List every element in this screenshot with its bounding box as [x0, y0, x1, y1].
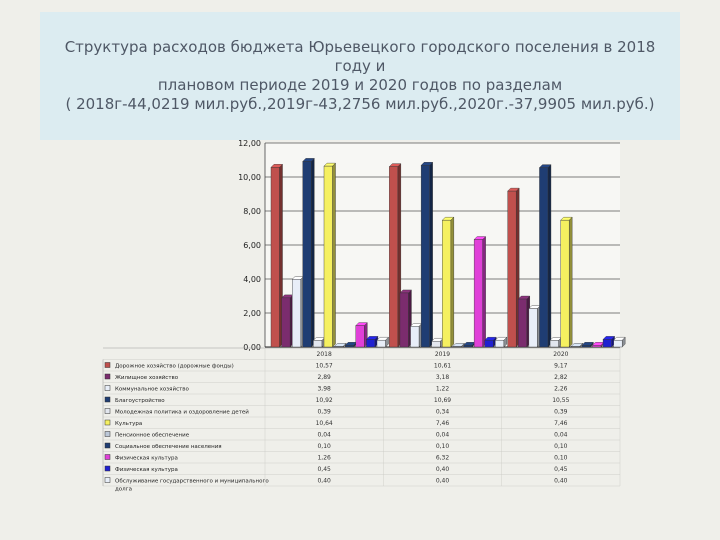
- table-cell: 0,10: [435, 443, 450, 450]
- y-tick-label: 6,00: [243, 241, 261, 250]
- legend-key: [105, 443, 110, 448]
- bar: [464, 345, 473, 347]
- table-cell: 0,04: [435, 431, 450, 439]
- table-cell: 10,92: [315, 397, 333, 404]
- table-cell: 0,39: [554, 408, 568, 416]
- bar: [518, 299, 527, 347]
- title-line-1: Структура расходов бюджета Юрьевецкого городского поселения в 2018 году и: [64, 38, 656, 75]
- table-cell: 0,10: [317, 443, 331, 450]
- bar: [508, 191, 516, 347]
- table-row-label: Благоустройство: [115, 398, 165, 404]
- table-cell: 6,32: [435, 454, 450, 462]
- table-cell: 2,89: [317, 374, 331, 381]
- bar: [474, 240, 483, 347]
- table-cell: 2,26: [554, 385, 568, 393]
- bar: [561, 220, 570, 347]
- bar: [313, 340, 322, 347]
- y-tick-label: 12,00: [238, 139, 261, 148]
- y-tick-label: 4,00: [243, 275, 261, 284]
- bar-side: [548, 165, 551, 347]
- title-line-3: ( 2018г-44,0219 мил.руб.,2019г-43,2756 мил.руб.,2020г.-37,9905 мил.руб.): [65, 95, 655, 113]
- table-cell: 0,45: [317, 466, 331, 473]
- bar: [485, 340, 494, 347]
- table-cell: 0,34: [435, 408, 450, 416]
- bar: [432, 341, 441, 347]
- bar: [324, 166, 333, 347]
- table-cell: 0,04: [554, 431, 568, 439]
- bar: [453, 346, 462, 347]
- y-tick-label: 10,00: [238, 173, 261, 182]
- table-cell: 0,45: [554, 466, 568, 473]
- table-row-label: Физическая культура: [115, 467, 178, 473]
- table-cell: 10,55: [552, 397, 570, 404]
- bar: [292, 279, 301, 347]
- title-line-2: плановом периоде 2019 и 2020 годов по разделам: [157, 76, 563, 94]
- bar-side: [333, 163, 336, 347]
- table-cell: 10,57: [315, 362, 333, 370]
- legend-key: [105, 363, 110, 368]
- legend-key: [105, 455, 110, 460]
- legend-key: [105, 397, 110, 402]
- table-cell: 0,40: [317, 477, 331, 485]
- table-header-2018: 2018: [316, 351, 332, 358]
- table-row-label: Физическая культура: [115, 455, 178, 462]
- bar: [614, 340, 623, 347]
- y-tick-label: 0,00: [243, 343, 261, 352]
- table-cell: 2,82: [554, 374, 568, 381]
- bar: [366, 339, 375, 347]
- table-cell: 0,40: [435, 477, 450, 485]
- y-tick-label: 8,00: [243, 207, 261, 216]
- table-cell: 10,64: [315, 420, 333, 427]
- bar-side: [311, 158, 314, 347]
- bar: [411, 326, 420, 347]
- table-cell: 1,26: [317, 454, 331, 462]
- bar: [421, 165, 430, 347]
- table-cell: 7,46: [554, 420, 568, 427]
- bar: [529, 309, 538, 347]
- table-cell: 0,10: [554, 443, 568, 450]
- table-cell: 0,40: [554, 477, 568, 485]
- bar: [582, 345, 591, 347]
- table-row-label: Коммунальное хозяйство: [115, 386, 189, 393]
- table-header-2020: 2020: [553, 351, 569, 358]
- bar: [303, 161, 312, 347]
- table-cell: 10,61: [433, 362, 452, 370]
- bar-side: [483, 237, 486, 347]
- legend-key: [105, 386, 110, 391]
- table-row-label: Социальное обеспечение населения: [115, 444, 222, 450]
- legend-key: [105, 466, 110, 471]
- legend-key: [105, 409, 110, 414]
- table-row-label: Культура: [115, 421, 143, 427]
- table-row-label: Пенсионное обеспечение: [115, 432, 190, 439]
- bar: [400, 293, 409, 347]
- table-cell: 0,04: [317, 431, 331, 439]
- table-row-label: Жилищное хозяйство: [115, 375, 179, 381]
- legend-key: [105, 432, 110, 437]
- bar-side: [569, 217, 572, 347]
- table-cell: 0,40: [435, 466, 450, 473]
- bar: [389, 167, 398, 347]
- table-cell: 9,17: [554, 362, 568, 370]
- table-row-label: [115, 479, 269, 493]
- bar: [335, 346, 344, 347]
- bar: [442, 220, 451, 347]
- bar: [603, 339, 612, 347]
- bar: [495, 340, 504, 347]
- table-cell: 3,18: [435, 374, 450, 381]
- bar: [539, 168, 548, 347]
- bar: [550, 340, 559, 347]
- label-line: Обслуживание государственного и муниципального: [115, 478, 269, 485]
- bar: [592, 345, 601, 347]
- label-line: долга: [115, 486, 132, 493]
- table-cell: 7,46: [435, 420, 450, 427]
- y-tick-label: 2,00: [243, 309, 261, 318]
- legend-key: [105, 374, 110, 379]
- bar: [377, 340, 386, 347]
- bar: [271, 167, 280, 347]
- bar: [345, 345, 354, 347]
- legend-key: [105, 420, 110, 425]
- bar: [356, 326, 365, 347]
- table-row-label: Дорожное хозяйство (дорожные фонды): [115, 363, 234, 370]
- legend-key: [105, 478, 110, 483]
- table-cell: 0,39: [317, 408, 331, 416]
- table-cell: 3,98: [317, 385, 331, 393]
- table-cell: 1,22: [435, 385, 450, 393]
- bar: [282, 298, 291, 347]
- bar-side: [451, 217, 454, 347]
- table-cell: 0,10: [554, 454, 568, 462]
- table-cell: 10,69: [433, 397, 452, 404]
- table-row-label: Молодежная политика и оздоровление детей: [115, 409, 249, 416]
- bar-side: [430, 162, 433, 347]
- table-header-2019: 2019: [434, 351, 451, 358]
- bar: [571, 346, 580, 347]
